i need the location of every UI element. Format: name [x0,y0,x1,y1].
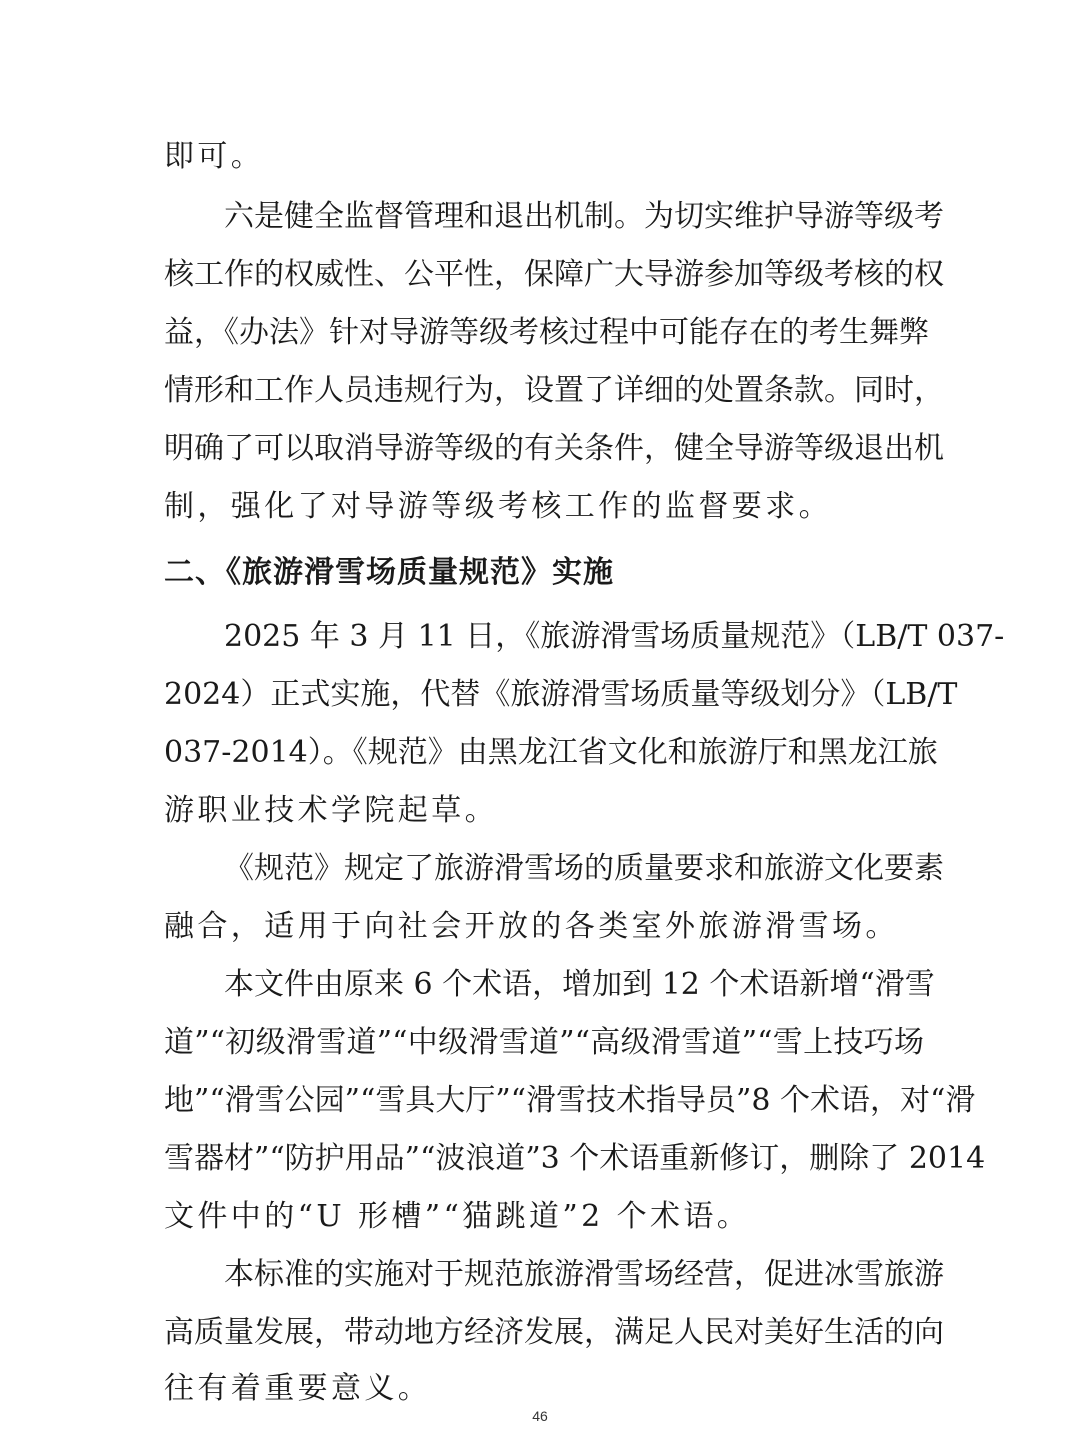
paragraph-first-line: 本标准的实施对于规范旅游滑雪场经营，促进冰雪旅游 [224,1257,944,1292]
text-line: 道”“初级滑雪道”“中级滑雪道”“高级滑雪道”“雪上技巧场 [164,1025,924,1060]
text-line: 文件中的“U 形槽”“猫跳道”2 个术语。 [164,1199,751,1234]
page-number: 46 [532,1408,548,1424]
section-heading: 二、《旅游滑雪场质量规范》实施 [164,555,614,590]
text-line: 地”“滑雪公园”“雪具大厅”“滑雪技术指导员”8 个术语，对“滑 [164,1083,976,1118]
text-line: 明确了可以取消导游等级的有关条件，健全导游等级退出机 [164,431,944,466]
text-line: 核工作的权威性、公平性，保障广大导游参加等级考核的权 [164,257,944,292]
text-line: 游职业技术学院起草。 [164,793,498,828]
text-line: 雪器材”“防护用品”“波浪道”3 个术语重新修订，删除了 2014 [164,1141,986,1176]
text-line: 情形和工作人员违规行为，设置了详细的处置条款。同时， [164,373,944,408]
text-line: 制，强化了对导游等级考核工作的监督要求。 [164,489,832,524]
paragraph-first-line: 2025 年 3 月 11 日，《旅游滑雪场质量规范》（LB/T 037- [224,619,1005,654]
paragraph-first-line: 《规范》规定了旅游滑雪场的质量要求和旅游文化要素 [224,851,944,886]
paragraph-first-line: 本文件由原来 6 个术语，增加到 12 个术语新增“滑雪 [224,967,935,1002]
text-line: 往有着重要意义。 [164,1371,432,1406]
text-line: 高质量发展，带动地方经济发展，满足人民对美好生活的向 [164,1315,944,1350]
text-line: 即可。 [164,139,265,174]
text-line: 037-2014）。《规范》由黑龙江省文化和旅游厅和黑龙江旅 [164,735,938,770]
text-line: 融合，适用于向社会开放的各类室外旅游滑雪场。 [164,909,899,944]
text-line: 2024）正式实施，代替《旅游滑雪场质量等级划分》（LB/T [164,677,958,712]
text-line: 益，《办法》针对导游等级考核过程中可能存在的考生舞弊 [164,315,929,350]
paragraph-first-line: 六是健全监督管理和退出机制。为切实维护导游等级考 [224,199,944,234]
